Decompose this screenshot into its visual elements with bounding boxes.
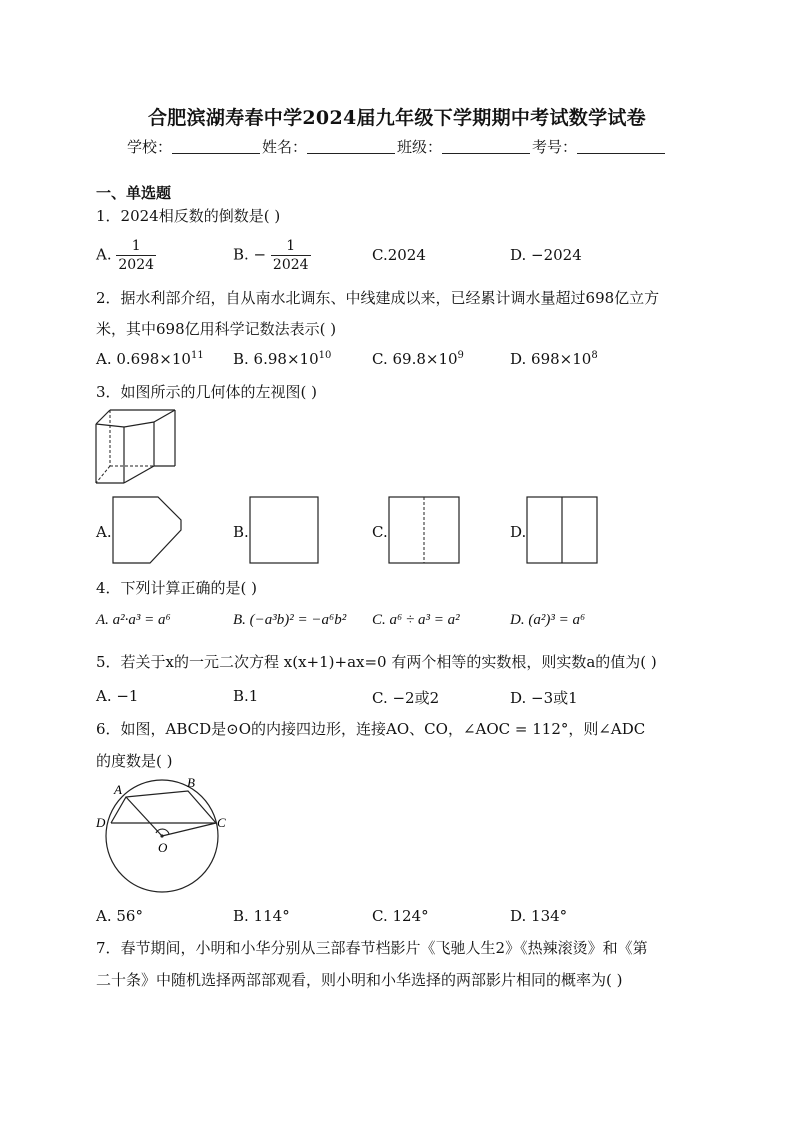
question-4-stem: 4．下列计算正确的是( ) — [96, 579, 258, 597]
q5-option-c: C. −2或2 — [372, 689, 440, 707]
q2-c-base: C. 69.8×10 — [372, 350, 458, 368]
question-1-stem: 1．2024相反数的倒数是( ) — [96, 207, 281, 225]
q1-option-d: D. −2024 — [510, 246, 582, 264]
q2-c-exp: 9 — [457, 350, 464, 361]
q3-solid-figure — [94, 408, 178, 486]
q2-option-d — [510, 350, 598, 368]
q1-option-a — [96, 237, 156, 274]
class-blank — [442, 139, 530, 154]
q6-option-b: B. 114° — [233, 907, 290, 925]
q3-option-b-shape — [249, 496, 319, 564]
q6-label-a: A — [114, 782, 122, 797]
q6-label-b: B — [187, 775, 195, 790]
q1-b-fraction — [271, 237, 311, 274]
q5-option-b: B.1 — [233, 687, 259, 705]
question-6-stem-line1: 6．如图，ABCD是⊙O的内接四边形，连接AO、CO，∠AOC = 112°，则∠ADC — [96, 720, 646, 738]
q6-option-a: A. 56° — [96, 907, 143, 925]
q6-option-d: D. 134° — [510, 907, 568, 925]
q1-option-c: C.2024 — [372, 246, 426, 264]
q1-option-b — [233, 237, 311, 274]
q2-option-c — [372, 350, 464, 368]
exam-number-blank — [577, 139, 665, 154]
q4-option-c: C. a⁶ ÷ a³ = a² — [372, 612, 460, 628]
question-2-stem-line2: 米，其中698亿用科学记数法表示( ) — [96, 320, 337, 338]
name-label: 姓名： — [261, 138, 307, 156]
q1-b-prefix: B. − — [233, 245, 267, 264]
exam-number-label: 考号： — [532, 138, 578, 156]
exam-title: 合肥滨湖寿春中学2024届九年级下学期期中考试数学试卷 — [148, 107, 646, 129]
q2-a-exp: 11 — [190, 350, 204, 361]
q2-b-base: B. 6.98×10 — [233, 350, 319, 368]
q1-b-num: 1 — [271, 237, 311, 256]
q4-option-a: A. a²·a³ = a⁶ — [96, 612, 171, 628]
name-blank — [307, 139, 395, 154]
q3-option-a-shape — [112, 496, 182, 564]
q6-circle-figure — [92, 775, 232, 900]
q3-option-d-shape — [526, 496, 598, 564]
class-label: 班级： — [397, 138, 443, 156]
school-blank — [172, 139, 260, 154]
q2-d-exp: 8 — [591, 350, 598, 361]
question-2-stem-line1: 2．据水利部介绍，自从南水北调东、中线建成以来，已经累计调水量超过698亿立方 — [96, 289, 660, 307]
q4-option-d: D. (a²)³ = a⁶ — [510, 612, 586, 628]
q4-option-b: B. (−a³b)² = −a⁶b² — [233, 612, 347, 628]
q2-b-exp: 10 — [318, 350, 332, 361]
q1-b-den: 2024 — [272, 257, 309, 273]
q3-option-a-label: A. — [96, 523, 112, 541]
q6-label-c: C — [217, 815, 226, 830]
q2-option-b — [233, 350, 331, 368]
q2-d-base: D. 698×10 — [510, 350, 592, 368]
question-7-stem-line1: 7．春节期间，小明和小华分别从三部春节档影片《飞驰人生2》《热辣滚烫》和《第 — [96, 939, 648, 957]
q1-a-prefix: A. — [96, 245, 112, 264]
q2-a-base: A. 0.698×10 — [96, 350, 191, 368]
question-7-stem-line2: 二十条》中随机选择两部部观看，则小明和小华选择的两部影片相同的概率为( ) — [96, 971, 623, 989]
question-6-stem-line2: 的度数是( ) — [96, 752, 173, 770]
q3-option-b-label: B. — [233, 523, 249, 541]
q3-option-d-label: D. — [510, 523, 527, 541]
q3-option-c-shape — [388, 496, 460, 564]
q2-option-a — [96, 350, 204, 368]
q1-a-num: 1 — [116, 237, 156, 256]
question-3-stem: 3．如图所示的几何体的左视图( ) — [96, 383, 318, 401]
q6-option-c: C. 124° — [372, 907, 429, 925]
q3-option-c-label: C. — [372, 523, 388, 541]
section-title: 一、单选题 — [96, 184, 172, 202]
q1-a-fraction — [116, 237, 156, 274]
q6-label-d: D — [96, 815, 106, 830]
q6-label-o: O — [158, 840, 168, 855]
q1-a-den: 2024 — [118, 257, 155, 273]
q5-option-a: A. −1 — [96, 687, 139, 705]
q5-option-d: D. −3或1 — [510, 689, 578, 707]
student-info-line — [0, 136, 794, 157]
school-label: 学校： — [126, 138, 172, 156]
question-5-stem: 5．若关于x的一元二次方程 x(x+1)+ax=0 有两个相等的实数根，则实数a的值为( ) — [96, 653, 657, 671]
